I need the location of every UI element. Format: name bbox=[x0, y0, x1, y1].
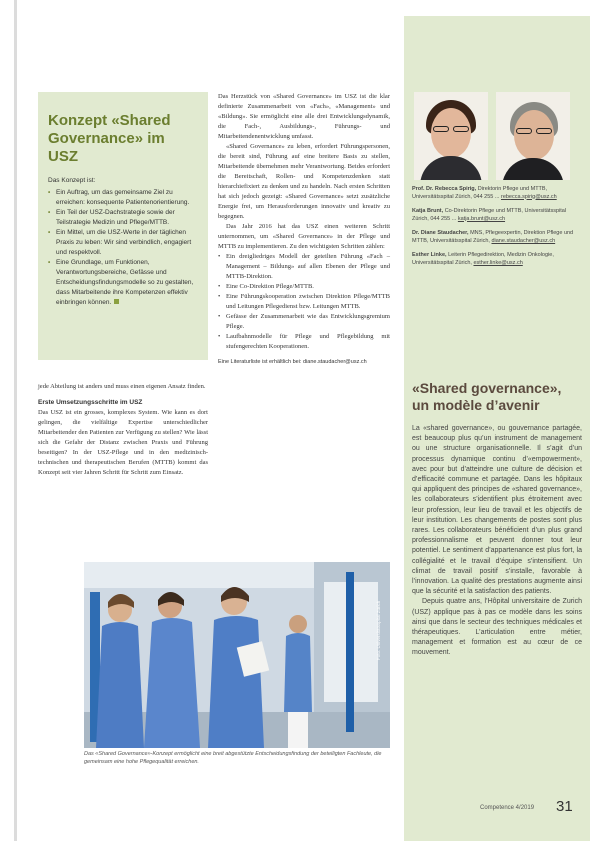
literature-note: Eine Literaturliste ist erhältlich bei: diane.staudacher@usz.ch bbox=[218, 359, 367, 365]
contact-email[interactable]: rebecca.spirig@usz.ch bbox=[500, 193, 557, 200]
nurses-photo bbox=[84, 562, 390, 748]
shoulders-shape bbox=[420, 156, 482, 180]
contact-name: Prof. Dr. Rebecca Spirig, bbox=[412, 186, 477, 192]
left-subhead: Erste Umsetzungsschritte im USZ bbox=[38, 399, 143, 406]
left-paragraph: Das USZ ist ein grosses, komplexes System. Wie kann es dort gelingen, die vielfältige Expertise unterschiedlicher Mitarbeitender den Patienten zur Verfügung zu stellen? Wie lässt sich die Gefahr der Distanz zwischen Praxis und Führung beseitigen? In der USZ-Pflege und in den medizinisch-technischen und therapeutischen Berufen (MTTB) kommt das Konzept seit vier Jahren Schritt für Schritt zum Einsatz. bbox=[38, 409, 208, 476]
contact-role: MNS, Pflegeexpertin, Direktion Pflege und MTTB, Universitätsspital Zürich, bbox=[412, 230, 574, 244]
concept-title: Konzept «Shared Governance» im USZ bbox=[48, 112, 171, 165]
contact-email[interactable]: diane.staudacher@usz.ch bbox=[491, 237, 556, 244]
footer-label: Competence 4/2019 bbox=[480, 805, 535, 811]
concept-box bbox=[38, 92, 208, 360]
portrait-brunt bbox=[496, 92, 570, 180]
concept-item: • Ein Mittel, um die USZ-Werte in der täglichen Praxis zu leben: Wir sind verbindlich, engagiert und respektvoll. bbox=[48, 228, 198, 258]
photo-illustration bbox=[84, 562, 390, 748]
contact-entry bbox=[412, 186, 582, 201]
contact-phone: 044 255 ... bbox=[430, 215, 457, 222]
contact-entry bbox=[412, 208, 582, 223]
concept-item: • Ein Teil der USZ-Dachstrategie sowie der Teilstrategie Medizin und Pflege/MTTB. bbox=[48, 208, 198, 228]
middle-item: • Laufbahnmodelle für Pflege und Pflegebildung mit stufengerechten Kooperationen. bbox=[218, 332, 390, 352]
glasses-icon bbox=[433, 126, 449, 132]
contact-role: Leiterin Pflegedirektion, Medizin Onkologie, Universitätsspital Zürich, bbox=[412, 252, 554, 266]
french-text bbox=[412, 424, 582, 659]
contact-entry bbox=[412, 230, 582, 245]
contact-name: Katja Brunt, bbox=[412, 208, 444, 214]
contact-email[interactable]: esther.linke@usz.ch bbox=[473, 259, 523, 266]
contact-email[interactable]: katja.brunt@usz.ch bbox=[457, 215, 506, 222]
end-mark-icon bbox=[114, 299, 119, 304]
left-column bbox=[38, 382, 208, 478]
middle-item: • Ein dreigliedriges Modell der geteilten Führung «Fach – Management – Bildung» auf allen Ebenen der Pflege und MTTB-Direktion. bbox=[218, 252, 390, 282]
contact-entry bbox=[412, 252, 582, 267]
contact-role: Co-Direktorin Pflege und MTTB, Universitätsspital Zürich, bbox=[412, 208, 567, 222]
contact-phone: 044 255 ... bbox=[473, 193, 500, 200]
contact-name: Esther Linke, bbox=[412, 252, 447, 258]
middle-p3: Das Jahr 2016 hat das USZ einen weiteren Schritt unternommen, um «Shared Governance» in der Pflege und MTTB zu implementieren. Zu den wichtigsten Schritten zählen: bbox=[218, 223, 390, 250]
face-shape bbox=[431, 108, 471, 158]
french-p1: La «shared governance», ou gouvernance partagée, est beaucoup plus qu’un instrument de management ou une structure organisationnelle. Il s’agit d’un processus dynamique continu d’«empowerment», avec pour but d’atteindre une culture de décision et d’efficacité commune et partagée. Dans les hôpitaux qui appliquent des principes de «shared governance», les collaborateurs s’identifient plus étroitement avec leur profession, leur lieu de travail et les objectifs de leur institution. Les changements de postes sont plus rares. Les collaborateurs bénéficient d’un plus grand professionnalisme et peuvent donner tout leur potentiel. Le sentiment d’appartenance est plus fort, la collégialité et le travail d’équipe s’intensifient. Un climat de travail positif s’installe, favorable à l’innovation. La qualité des prestations augmente ainsi que la sécurité et la satisfaction des patients. bbox=[412, 425, 582, 596]
middle-item: • Eine Führungskooperation zwischen Direktion Pflege/MTTB und Leitungen Pflegedienst bzw. Leitungen MTTB. bbox=[218, 292, 390, 312]
middle-p1: Das Herzstück von «Shared Governance» im USZ ist die klar definierte Zusammenarbeit von «Fach», «Management» und «Bildung». Sie ermöglicht eine alle drei Entwicklungsdynamik, die Fach-, Ausbildungs-, Führungs- und Mitarbeitendenentwicklung umfasst. bbox=[218, 93, 390, 140]
middle-list bbox=[218, 252, 390, 352]
middle-column bbox=[218, 92, 390, 366]
sidebar-top-strip bbox=[404, 0, 590, 16]
concept-list bbox=[48, 188, 198, 308]
page-number: 31 bbox=[556, 798, 573, 815]
face-shape bbox=[514, 110, 554, 160]
concept-item bbox=[48, 258, 198, 308]
middle-p2: «Shared Governance» zu leben, erfordert Führungspersonen, die bereit sind, Führung auf eine breitere Basis zu stellen, Mitarbeitende übernehmen mehr Verantwortung. Beides erfordert die Bereitschaft, Rollen- und Kompetenzdenken statt hierarchiefixiert zu denken und zu handeln. Nach ersten Schritten hat sich jedoch gezeigt: «Shared Governance» setzt zusätzliche Energie frei, um Herausforderungen innovativ und kreativ zu begegnen. bbox=[218, 143, 390, 220]
shoulders-shape bbox=[502, 158, 564, 180]
concept-intro: Das Konzept ist: bbox=[48, 177, 96, 184]
portrait-spirig bbox=[414, 92, 488, 180]
contact-name: Dr. Diane Staudacher, bbox=[412, 230, 469, 236]
french-p2: Depuis quatre ans, l’Hôpital universitaire de Zurich (USZ) applique pas à pas ce modèle dans les soins ainsi que dans le secteur des techniques médicales et thérapeutiques. L’articulation entre métier, management et formation est au cœur de ce mouvement. bbox=[412, 598, 582, 657]
contacts bbox=[412, 186, 582, 274]
page-edge bbox=[14, 0, 17, 841]
french-title: «Shared governance», un modèle d’avenir bbox=[412, 380, 562, 413]
left-lead: jede Abteilung ist anders und muss einen eigenen Ansatz finden. bbox=[38, 383, 206, 390]
middle-item: • Gefässe der Zusammenarbeit wie das Entwicklungsgremium Pflege. bbox=[218, 312, 390, 332]
photo-credit: Foto: Universitätsspital Zürich bbox=[376, 600, 381, 660]
glasses-icon bbox=[516, 128, 532, 134]
contact-role: Direktorin Pflege und MTTB, Universitätsspital Zürich, bbox=[412, 186, 548, 200]
middle-item: • Eine Co-Direktion Pflege/MTTB. bbox=[218, 282, 390, 292]
concept-item-text: Eine Grundlage, um Funktionen, Verantwortungsbereiche, Gefässe und Entscheidungsfindungsmodelle so zu gestalten, dass Mitarbeitende ihre Kompetenzen effektiv einbringen können. bbox=[56, 259, 194, 306]
glasses-icon bbox=[453, 126, 469, 132]
concept-item: • Ein Auftrag, um das gemeinsame Ziel zu erreichen: konsequente Patientenorientierung. bbox=[48, 188, 198, 208]
photo-caption: Das «Shared Governance»-Konzept ermöglicht eine breit abgestützte Entscheidungsfindung der beteiligten Fachleute, die gemeinsam eine hohe Pflegequalität erreichen. bbox=[84, 751, 382, 765]
glasses-icon bbox=[536, 128, 552, 134]
